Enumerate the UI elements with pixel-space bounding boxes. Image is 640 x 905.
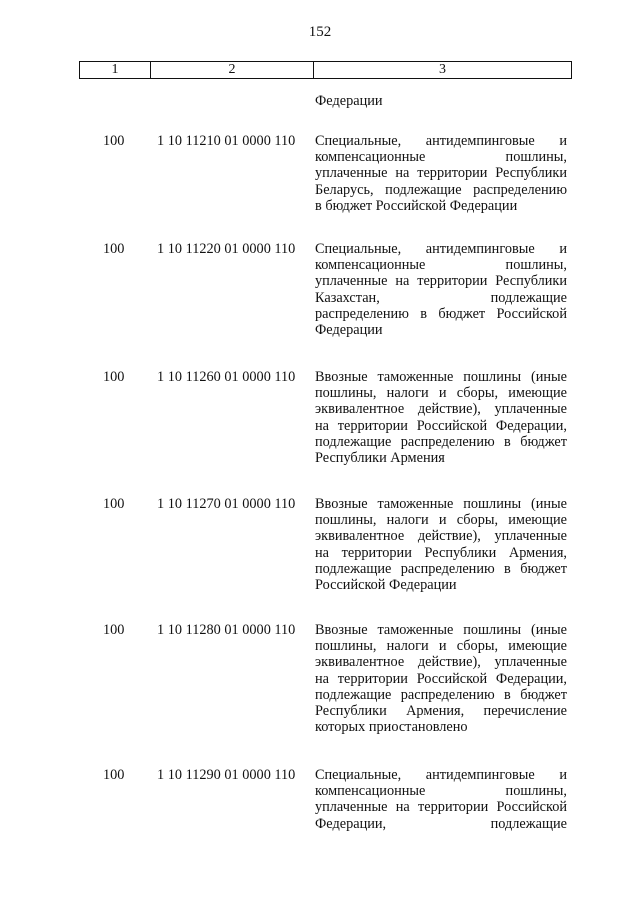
admin-code: 100 (103, 133, 125, 149)
description-line: пошлины, налоги и сборы, имеющие (315, 512, 567, 529)
description-line: компенсационные пошлины, (315, 783, 567, 800)
admin-code: 100 (103, 622, 125, 638)
admin-code: 100 (103, 369, 125, 385)
description-line: пошлины, налоги и сборы, имеющие (315, 385, 567, 402)
budget-classification-code: 1 10 11260 01 0000 110 (157, 369, 296, 385)
header-col-2: 2 (151, 62, 314, 78)
description-line: Ввозные таможенные пошлины (иные (315, 622, 567, 638)
description-line: Республики Армения, перечисление (315, 702, 567, 719)
row-description (315, 622, 567, 735)
description-line: в бюджет Российской Федерации (315, 197, 518, 214)
description-line: эквивалентное действие), уплаченные (315, 401, 567, 418)
description-line: компенсационные пошлины, (315, 257, 567, 274)
description-line: уплаченные на территории Республики (315, 165, 567, 182)
row-description (315, 369, 567, 466)
description-line: Республики Армения (315, 449, 445, 466)
row-description (315, 133, 567, 214)
description-line: Российской Федерации (315, 576, 457, 593)
description-line: на территории Российской Федерации, (315, 670, 567, 687)
row-description (315, 241, 567, 338)
budget-classification-code: 1 10 11280 01 0000 110 (157, 622, 296, 638)
header-col-1: 1 (80, 62, 151, 78)
description-line: распределению в бюджет Российской (315, 305, 567, 322)
description-line: на территории Республики Армения, (315, 544, 567, 561)
description-line: подлежащие распределению в бюджет (315, 560, 567, 577)
description-line: Ввозные таможенные пошлины (иные (315, 369, 567, 385)
description-line: Специальные, антидемпинговые и (315, 241, 567, 257)
page-number: 152 (308, 24, 332, 40)
description-line: которых приостановлено (315, 719, 468, 736)
description-line: Федерации (315, 321, 383, 338)
description-line: компенсационные пошлины, (315, 149, 567, 166)
description-line: пошлины, налоги и сборы, имеющие (315, 638, 567, 655)
continuation-text: Федерации (315, 93, 383, 109)
description-line: Федерации, подлежащие (315, 815, 567, 832)
description-line: на территории Российской Федерации, (315, 417, 567, 434)
description-line: уплаченные на территории Республики (315, 273, 567, 290)
row-description (315, 767, 567, 832)
description-line: уплаченные на территории Российской (315, 799, 567, 816)
description-line: Казахстан, подлежащие (315, 289, 567, 306)
row-description (315, 496, 567, 593)
budget-classification-code: 1 10 11290 01 0000 110 (157, 767, 296, 783)
description-line: эквивалентное действие), уплаченные (315, 654, 567, 671)
budget-classification-code: 1 10 11210 01 0000 110 (157, 133, 296, 149)
admin-code: 100 (103, 496, 125, 512)
description-line: Специальные, антидемпинговые и (315, 767, 567, 783)
description-line: подлежащие распределению в бюджет (315, 686, 567, 703)
description-line: подлежащие распределению в бюджет (315, 433, 567, 450)
description-line: Ввозные таможенные пошлины (иные (315, 496, 567, 512)
description-line: Беларусь, подлежащие распределению (315, 181, 567, 198)
budget-classification-code: 1 10 11270 01 0000 110 (157, 496, 296, 512)
header-col-3: 3 (439, 62, 446, 77)
admin-code: 100 (103, 241, 125, 257)
budget-classification-code: 1 10 11220 01 0000 110 (157, 241, 296, 257)
description-line: Специальные, антидемпинговые и (315, 133, 567, 149)
description-line: эквивалентное действие), уплаченные (315, 528, 567, 545)
admin-code: 100 (103, 767, 125, 783)
table-header (79, 61, 572, 79)
